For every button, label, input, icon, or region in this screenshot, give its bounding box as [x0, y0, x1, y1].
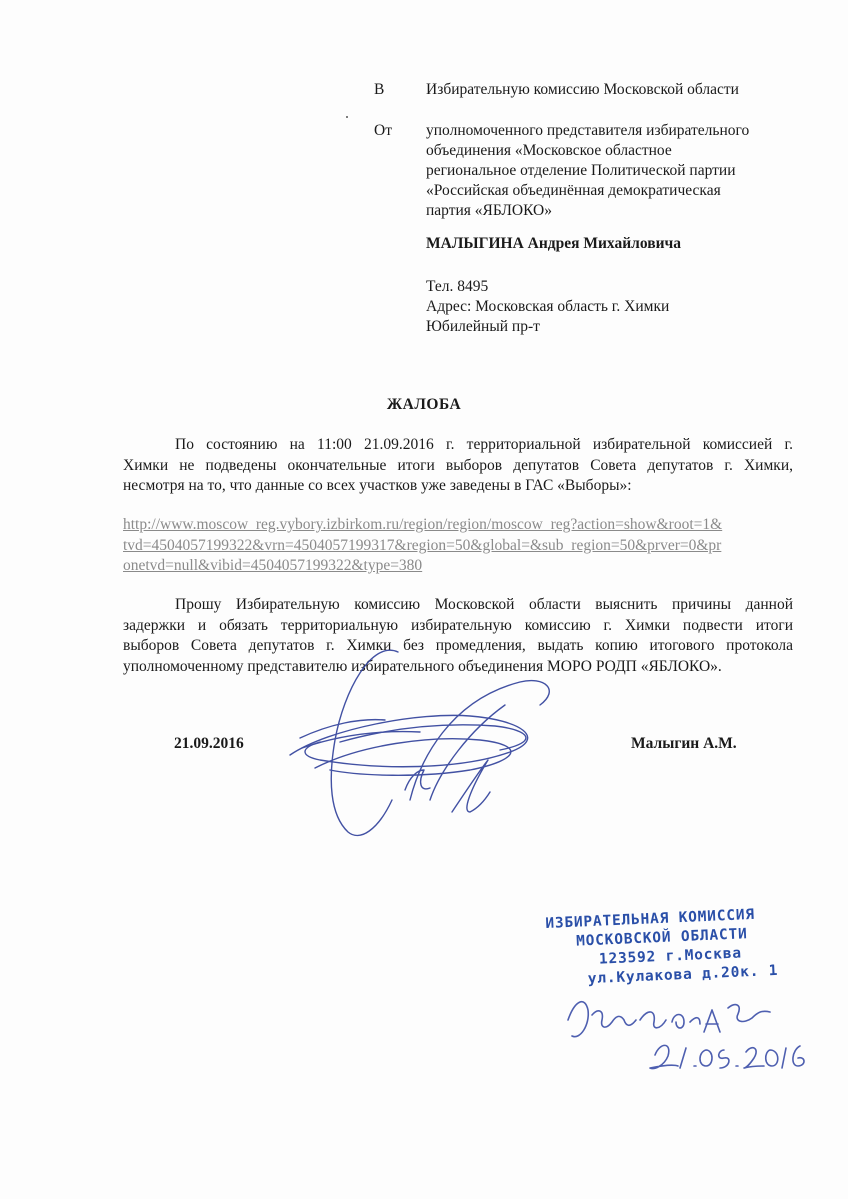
paragraph-line: задержки и обязать территориальную избирательную комиссию г. Химки подвести итоги [123, 616, 793, 634]
sender-line: уполномоченного представителя избирательного [426, 122, 750, 139]
addressee: Избирательную комиссию Московской области [426, 81, 739, 98]
sender-label: От [374, 122, 392, 139]
paragraph-line: уполномоченному представителю избирательного объединения МОРО РОДП «ЯБЛОКО». [123, 657, 722, 675]
signature [290, 650, 549, 835]
sender-name: МАЛЫГИНА Андрея Михайловича [426, 235, 682, 252]
link-line[interactable]: tvd=4504057199322&vrn=4504057199317&region=50&global=&sub_region=50&prver=0&pr [123, 536, 722, 554]
link-line[interactable]: onetvd=null&vibid=4504057199322&type=380 [123, 557, 423, 574]
signer-name: Малыгин А.М. [631, 735, 737, 752]
document-date: 21.09.2016 [174, 735, 244, 752]
phone: Тел. 8495 [426, 278, 489, 295]
document-title: ЖАЛОБА [386, 396, 462, 413]
sender-line: региональное отделение Политической партии [426, 162, 736, 179]
paragraph-line: По состоянию на 11:00 21.09.2016 г. территориальной избирательной комиссией г. [175, 436, 793, 453]
paragraph-line: Химки не подведены окончательные итоги выборов депутатов Совета депутатов г. Химки, [123, 456, 793, 474]
address-line: Адрес: Московская область г. Химки [426, 298, 670, 315]
addressee-label: В [374, 81, 385, 98]
commission-stamp [545, 905, 779, 991]
stamp-line: 123592 г.Москва [598, 945, 743, 968]
stamp-line: ул.Кулакова д.20к. 1 [587, 962, 779, 988]
stamp-line: ИЗБИРАТЕЛЬНАЯ КОМИССИЯ [545, 906, 756, 932]
link-line[interactable]: http://www.moscow_reg.vybory.izbirkom.ru/region/region/moscow_reg?action=show&root=1& [123, 516, 723, 533]
sender-line: «Российская объединённая демократическая [426, 182, 721, 199]
address-line: Юбилейный пр-т [426, 318, 540, 335]
paragraph-line: несмотря на то, что данные со всех участков уже заведены в ГАС «Выборы»: [123, 477, 632, 494]
stamp-handwriting [568, 1002, 804, 1069]
sender-line: объединения «Московское областное [426, 142, 672, 159]
paragraph-line: выборов Совета депутатов г. Химки без промедления, выдать копию итогового протокола [123, 637, 793, 654]
paragraph-line: Прошу Избирательную комиссию Московской области выяснить причины данной [175, 596, 793, 613]
sender-line: партия «ЯБЛОКО» [426, 202, 552, 219]
stamp-line: МОСКОВСКОЙ ОБЛАСТИ [575, 926, 748, 950]
